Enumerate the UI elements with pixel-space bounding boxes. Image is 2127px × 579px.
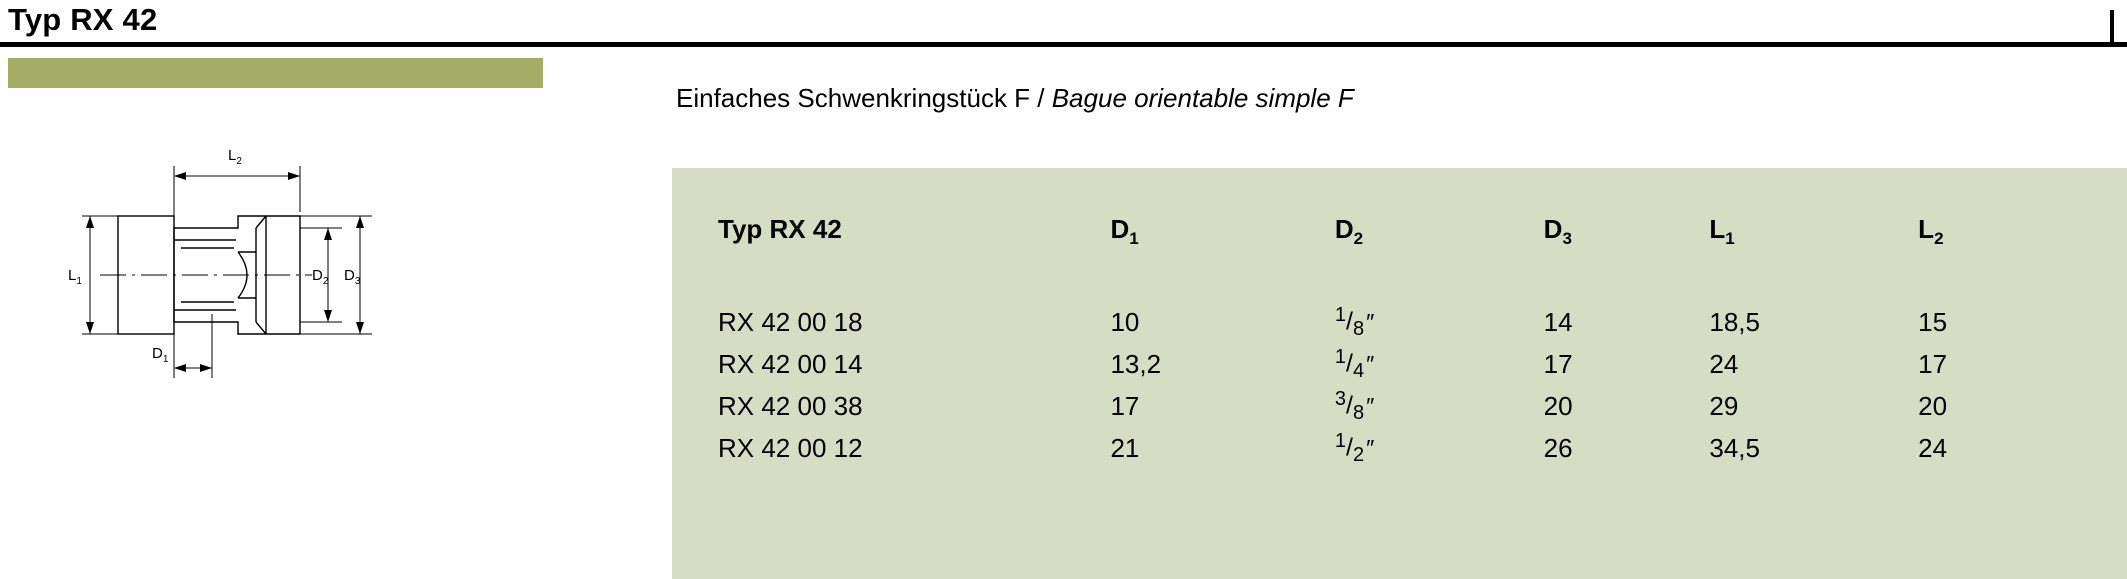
page-title: Typ RX 42 <box>8 2 158 37</box>
technical-drawing <box>60 140 560 440</box>
column-header-l1-label: L <box>1709 214 1726 244</box>
header-divider <box>0 42 2127 47</box>
column-header-type <box>672 168 1110 268</box>
cell-d2-denominator: 8 <box>1352 317 1365 340</box>
column-header-d1-sub: 1 <box>1129 229 1139 249</box>
column-header-d3-label: D <box>1543 214 1563 244</box>
product-caption <box>676 83 1354 114</box>
cell-l2: 24 <box>1918 432 1948 463</box>
cell-l1: 29 <box>1709 390 1739 421</box>
cell-d3: 17 <box>1543 348 1573 379</box>
dim-label-l1: $L_1$ <box>68 267 82 287</box>
table-header <box>672 168 2127 268</box>
column-header-d1-label: D <box>1110 214 1130 244</box>
table-row <box>672 346 2127 388</box>
cell-d1: 21 <box>1110 432 1140 463</box>
column-header-d3-sub: 3 <box>1562 229 1572 249</box>
cell-d2-denominator: 2 <box>1352 443 1365 466</box>
cell-d2-inch-mark: ″ <box>1366 308 1375 335</box>
column-header-d2-label: D <box>1334 214 1354 244</box>
dim-label-l2: $L_2$ <box>228 147 242 167</box>
column-header-d3 <box>1544 168 1710 268</box>
caption-separator: / <box>1030 83 1052 113</box>
olive-accent-bar <box>8 58 543 88</box>
cell-d2-numerator: 3 <box>1334 388 1347 410</box>
caption-german: Einfaches Schwenkringstück F <box>676 83 1031 113</box>
cell-d2: $^1/_4''$ <box>1334 346 1375 382</box>
cell-l1: 24 <box>1709 348 1739 379</box>
cell-d2-numerator: 1 <box>1334 304 1347 326</box>
cell-d1: 10 <box>1110 306 1140 337</box>
column-header-l2-sub: 2 <box>1934 229 1944 249</box>
column-header-l1-sub: 1 <box>1725 229 1735 249</box>
cell-d3: 26 <box>1543 432 1573 463</box>
column-header-type-label: Typ RX 42 <box>718 214 842 244</box>
cell-d2-inch-mark: ″ <box>1366 434 1375 461</box>
dim-label-d1: $D_1$ <box>152 345 169 365</box>
cell-d2: $^1/_2''$ <box>1334 430 1375 466</box>
column-header-d2 <box>1335 168 1544 268</box>
specifications-panel <box>672 168 2127 579</box>
cell-d1: 17 <box>1110 390 1140 421</box>
column-header-l2 <box>1918 168 2127 268</box>
cell-l2: 15 <box>1918 306 1948 337</box>
cell-d2-numerator: 1 <box>1334 430 1347 452</box>
table-header-row <box>672 168 2127 268</box>
cell-d3: 20 <box>1543 390 1573 421</box>
dim-label-d2: $D_2$ <box>312 267 329 287</box>
cell-l2: 20 <box>1918 390 1948 421</box>
cell-d2-numerator: 1 <box>1334 346 1347 368</box>
table-row <box>672 430 2127 472</box>
cell-d2: $^1/_8''$ <box>1334 304 1375 340</box>
cell-l1: 34,5 <box>1709 432 1760 463</box>
cell-d3: 14 <box>1543 306 1573 337</box>
column-header-l1 <box>1709 168 1918 268</box>
header-divider-tick <box>2110 10 2114 43</box>
specifications-table <box>672 168 2127 472</box>
column-header-d2-sub: 2 <box>1353 229 1364 249</box>
table-row <box>672 268 2127 346</box>
cell-d2-inch-mark: ″ <box>1366 392 1375 419</box>
cell-l1: 18,5 <box>1709 306 1760 337</box>
table-row <box>672 388 2127 430</box>
cell-d2-denominator: 4 <box>1352 359 1365 382</box>
cell-type: RX 42 00 14 <box>718 348 863 379</box>
column-header-l2-label: L <box>1918 214 1935 244</box>
dim-label-d3: $D_3$ <box>344 267 361 287</box>
cell-type: RX 42 00 38 <box>718 390 863 421</box>
cell-type: RX 42 00 18 <box>718 306 863 337</box>
cell-type: RX 42 00 12 <box>718 432 863 463</box>
cell-d1: 13,2 <box>1110 348 1162 379</box>
cell-l2: 17 <box>1918 348 1948 379</box>
cell-d2-inch-mark: ″ <box>1366 350 1375 377</box>
table-body <box>672 268 2127 472</box>
cell-d2: $^3/_8''$ <box>1334 388 1375 424</box>
cell-d2-denominator: 8 <box>1352 401 1365 424</box>
caption-french: Bague orientable simple F <box>1051 83 1354 113</box>
column-header-d1 <box>1110 168 1334 268</box>
